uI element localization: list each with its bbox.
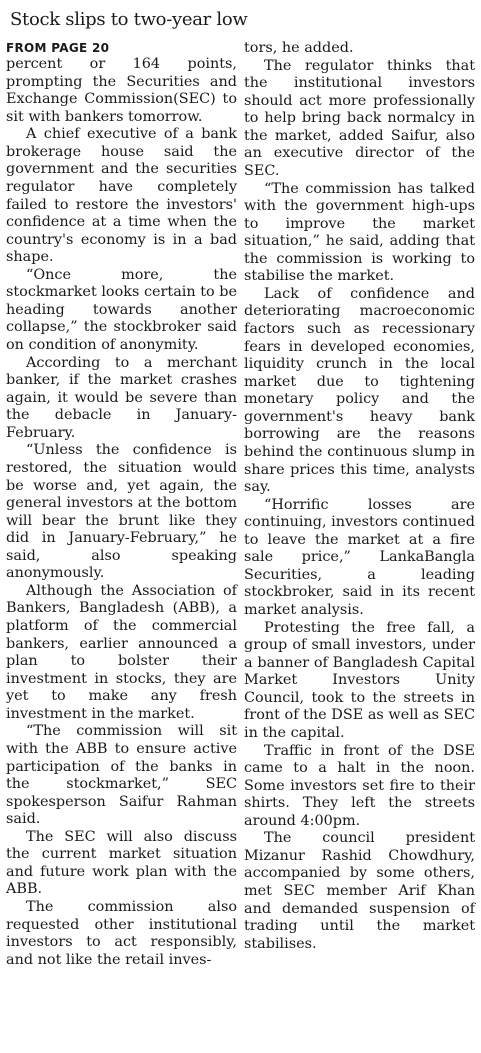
paragraph: Lack of confidence and deteriorating macroeconomic factors such as recessionary fears in developed economies, liquidity crunch in the local market due to tightening monetary policy and the government's heavy bank borrowing are the reasons behind the continuous slump in share prices this time, analysts say.: [244, 285, 475, 496]
paragraph: Traffic in front of the DSE came to a halt in the noon. Some investors set fire to their shirts. They left the streets around 4:00pm.: [244, 742, 475, 829]
paragraph: tors, he added.: [244, 40, 354, 56]
paragraph: “Unless the confidence is restored, the situation would be worse and, yet again, the general investors at the bottom will bear the brunt like they did in January-February,” he said, also speaking anonymously.: [6, 442, 237, 582]
paragraph: “Horrific losses are continuing, investors continued to leave the market at a fire sale price,” LankaBangla Securities, a leading stockbroker, said in its recent market analysis.: [244, 496, 475, 618]
headline: Stock slips to two-year low: [10, 9, 248, 30]
paragraph: The commission also requested other institutional investors to act responsibly, and not like the retail inves-: [6, 899, 237, 968]
continuation-kicker: FROM PAGE 20: [6, 41, 110, 55]
paragraph: The council president Mizanur Rashid Chowdhury, accompanied by some others, met SEC member Arif Khan and demanded suspension of trading until the market stabilises.: [244, 830, 475, 952]
article-body: [6, 40, 475, 969]
paragraph: percent or 164 points, prompting the Securities and Exchange Commission(SEC) to sit with bankers tomorrow.: [6, 56, 237, 125]
column-left: [6, 40, 237, 969]
paragraph: Although the Association of Bankers, Bangladesh (ABB), a platform of the commercial bankers, earlier announced a plan to bolster their investment in stocks, they are yet to make any fresh investment in the market.: [6, 582, 237, 722]
paragraph: “The commission has talked with the government high-ups to improve the market situation,” he said, adding that the commission is working to stabilise the market.: [244, 180, 475, 285]
paragraph: “The commission will sit with the ABB to ensure active participation of the banks in the stockmarket,” SEC spokesperson Saifur Rahman said.: [6, 723, 237, 828]
paragraph: Protesting the free fall, a group of small investors, under a banner of Bangladesh Capital Market Investors Unity Council, took to the streets in front of the DSE as well as SEC in the capital.: [244, 619, 475, 741]
paragraph: A chief executive of a bank brokerage house said the government and the securities regulator have completely failed to restore the investors' confidence at a time when the country's economy is in a bad shape.: [6, 126, 237, 266]
column-right: [244, 40, 475, 969]
paragraph: The SEC will also discuss the current market situation and future work plan with the ABB.: [6, 828, 237, 898]
paragraph: According to a merchant banker, if the market crashes again, it would be severe than the debacle in January-February.: [6, 354, 237, 441]
paragraph: “Once more, the stockmarket looks certain to be heading towards another collapse,” the stockbroker said on condition of anonymity.: [6, 266, 237, 353]
paragraph: The regulator thinks that the institutional investors should act more professionally to help bring back normalcy in the market, added Saifur, also an executive director of the SEC.: [244, 57, 475, 179]
